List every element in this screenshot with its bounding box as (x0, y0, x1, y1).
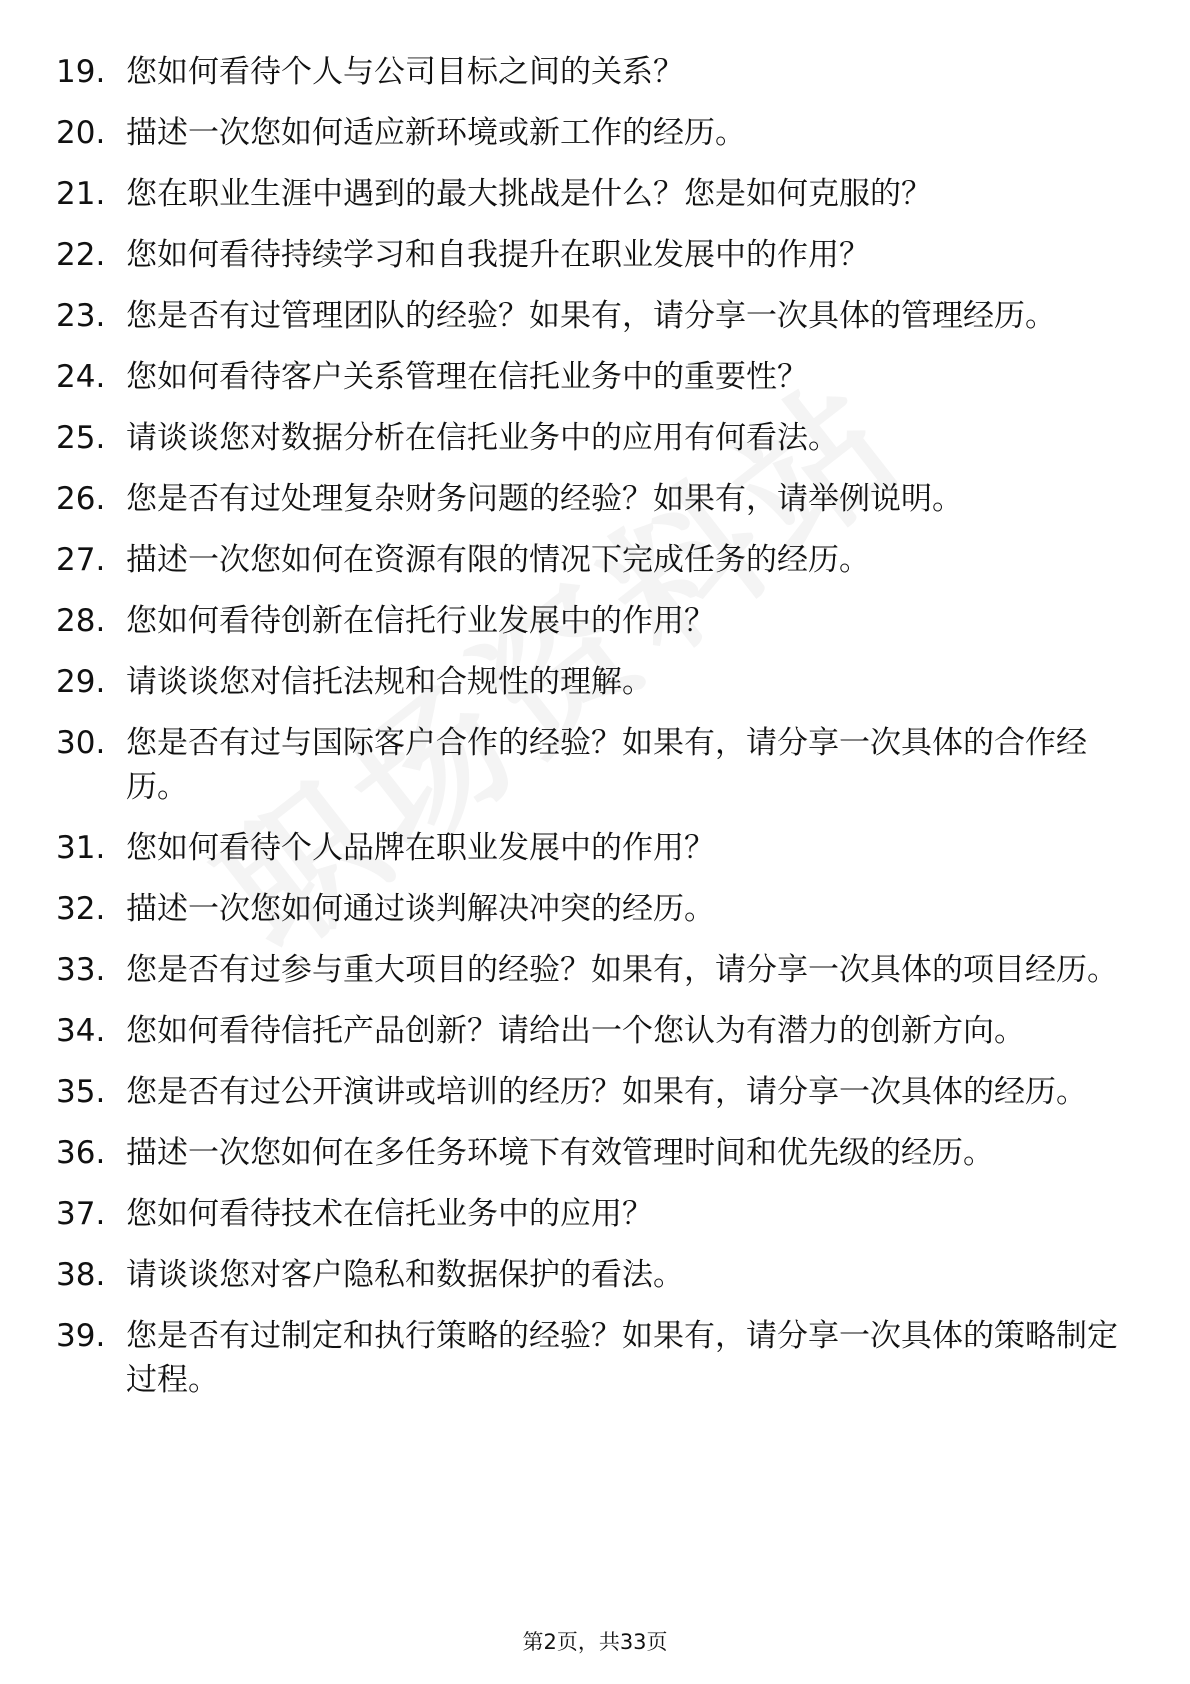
question-item (56, 948, 1136, 992)
question-item (56, 721, 1136, 809)
question-text: 请谈谈您对数据分析在信托业务中的应用有何看法。 (126, 420, 839, 456)
question-item (56, 1070, 1136, 1114)
question-number: 28. (56, 603, 106, 639)
question-item (56, 1314, 1136, 1402)
question-list (56, 50, 1136, 1419)
question-number: 30. (56, 725, 106, 761)
question-number: 36. (56, 1135, 106, 1171)
question-text: 您在职业生涯中遇到的最大挑战是什么？您是如何克服的？ (126, 176, 932, 212)
question-item (56, 50, 1136, 94)
question-text: 描述一次您如何在资源有限的情况下完成任务的经历。 (126, 542, 870, 578)
question-item (56, 1253, 1136, 1297)
question-item (56, 1192, 1136, 1236)
question-text: 您是否有过管理团队的经验？如果有，请分享一次具体的管理经历。 (126, 298, 1056, 334)
question-text: 描述一次您如何适应新环境或新工作的经历。 (126, 115, 746, 151)
page-number: 第2页，共33页 (522, 1630, 668, 1654)
question-number: 23. (56, 298, 106, 334)
question-number: 24. (56, 359, 106, 395)
question-number: 38. (56, 1257, 106, 1293)
question-text: 您如何看待个人与公司目标之间的关系？ (126, 54, 684, 90)
question-text: 描述一次您如何在多任务环境下有效管理时间和优先级的经历。 (126, 1135, 994, 1171)
question-text: 您如何看待个人品牌在职业发展中的作用？ (126, 830, 715, 866)
question-item (56, 355, 1136, 399)
question-item (56, 826, 1136, 870)
question-item (56, 477, 1136, 521)
question-text: 您如何看待技术在信托业务中的应用？ (126, 1196, 653, 1232)
question-number: 32. (56, 891, 106, 927)
question-number: 29. (56, 664, 106, 700)
question-text: 您是否有过制定和执行策略的经验？如果有，请分享一次具体的策略制定过程。 (126, 1318, 1118, 1398)
question-text: 您是否有过处理复杂财务问题的经验？如果有，请举例说明。 (126, 481, 963, 517)
question-text: 您是否有过参与重大项目的经验？如果有，请分享一次具体的项目经历。 (126, 952, 1118, 988)
question-item (56, 294, 1136, 338)
question-item (56, 887, 1136, 931)
question-number: 39. (56, 1318, 106, 1354)
question-item (56, 599, 1136, 643)
question-item (56, 538, 1136, 582)
question-text: 您如何看待创新在信托行业发展中的作用？ (126, 603, 715, 639)
question-item (56, 1131, 1136, 1175)
question-text: 您如何看待客户关系管理在信托业务中的重要性？ (126, 359, 808, 395)
question-number: 33. (56, 952, 106, 988)
question-text: 您如何看待持续学习和自我提升在职业发展中的作用？ (126, 237, 870, 273)
question-text: 您如何看待信托产品创新？请给出一个您认为有潜力的创新方向。 (126, 1013, 1025, 1049)
question-number: 19. (56, 54, 106, 90)
question-item (56, 233, 1136, 277)
question-number: 31. (56, 830, 106, 866)
question-text: 请谈谈您对信托法规和合规性的理解。 (126, 664, 653, 700)
question-text: 您是否有过公开演讲或培训的经历？如果有，请分享一次具体的经历。 (126, 1074, 1087, 1110)
question-number: 26. (56, 481, 106, 517)
question-number: 34. (56, 1013, 106, 1049)
question-item (56, 416, 1136, 460)
question-number: 21. (56, 176, 106, 212)
question-number: 37. (56, 1196, 106, 1232)
question-text: 描述一次您如何通过谈判解决冲突的经历。 (126, 891, 715, 927)
question-text: 请谈谈您对客户隐私和数据保护的看法。 (126, 1257, 684, 1293)
question-text: 您是否有过与国际客户合作的经验？如果有，请分享一次具体的合作经历。 (126, 725, 1087, 805)
question-number: 25. (56, 420, 106, 456)
question-number: 20. (56, 115, 106, 151)
question-item (56, 660, 1136, 704)
question-number: 35. (56, 1074, 106, 1110)
question-number: 27. (56, 542, 106, 578)
question-item (56, 111, 1136, 155)
question-number: 22. (56, 237, 106, 273)
question-item (56, 1009, 1136, 1053)
question-item (56, 172, 1136, 216)
